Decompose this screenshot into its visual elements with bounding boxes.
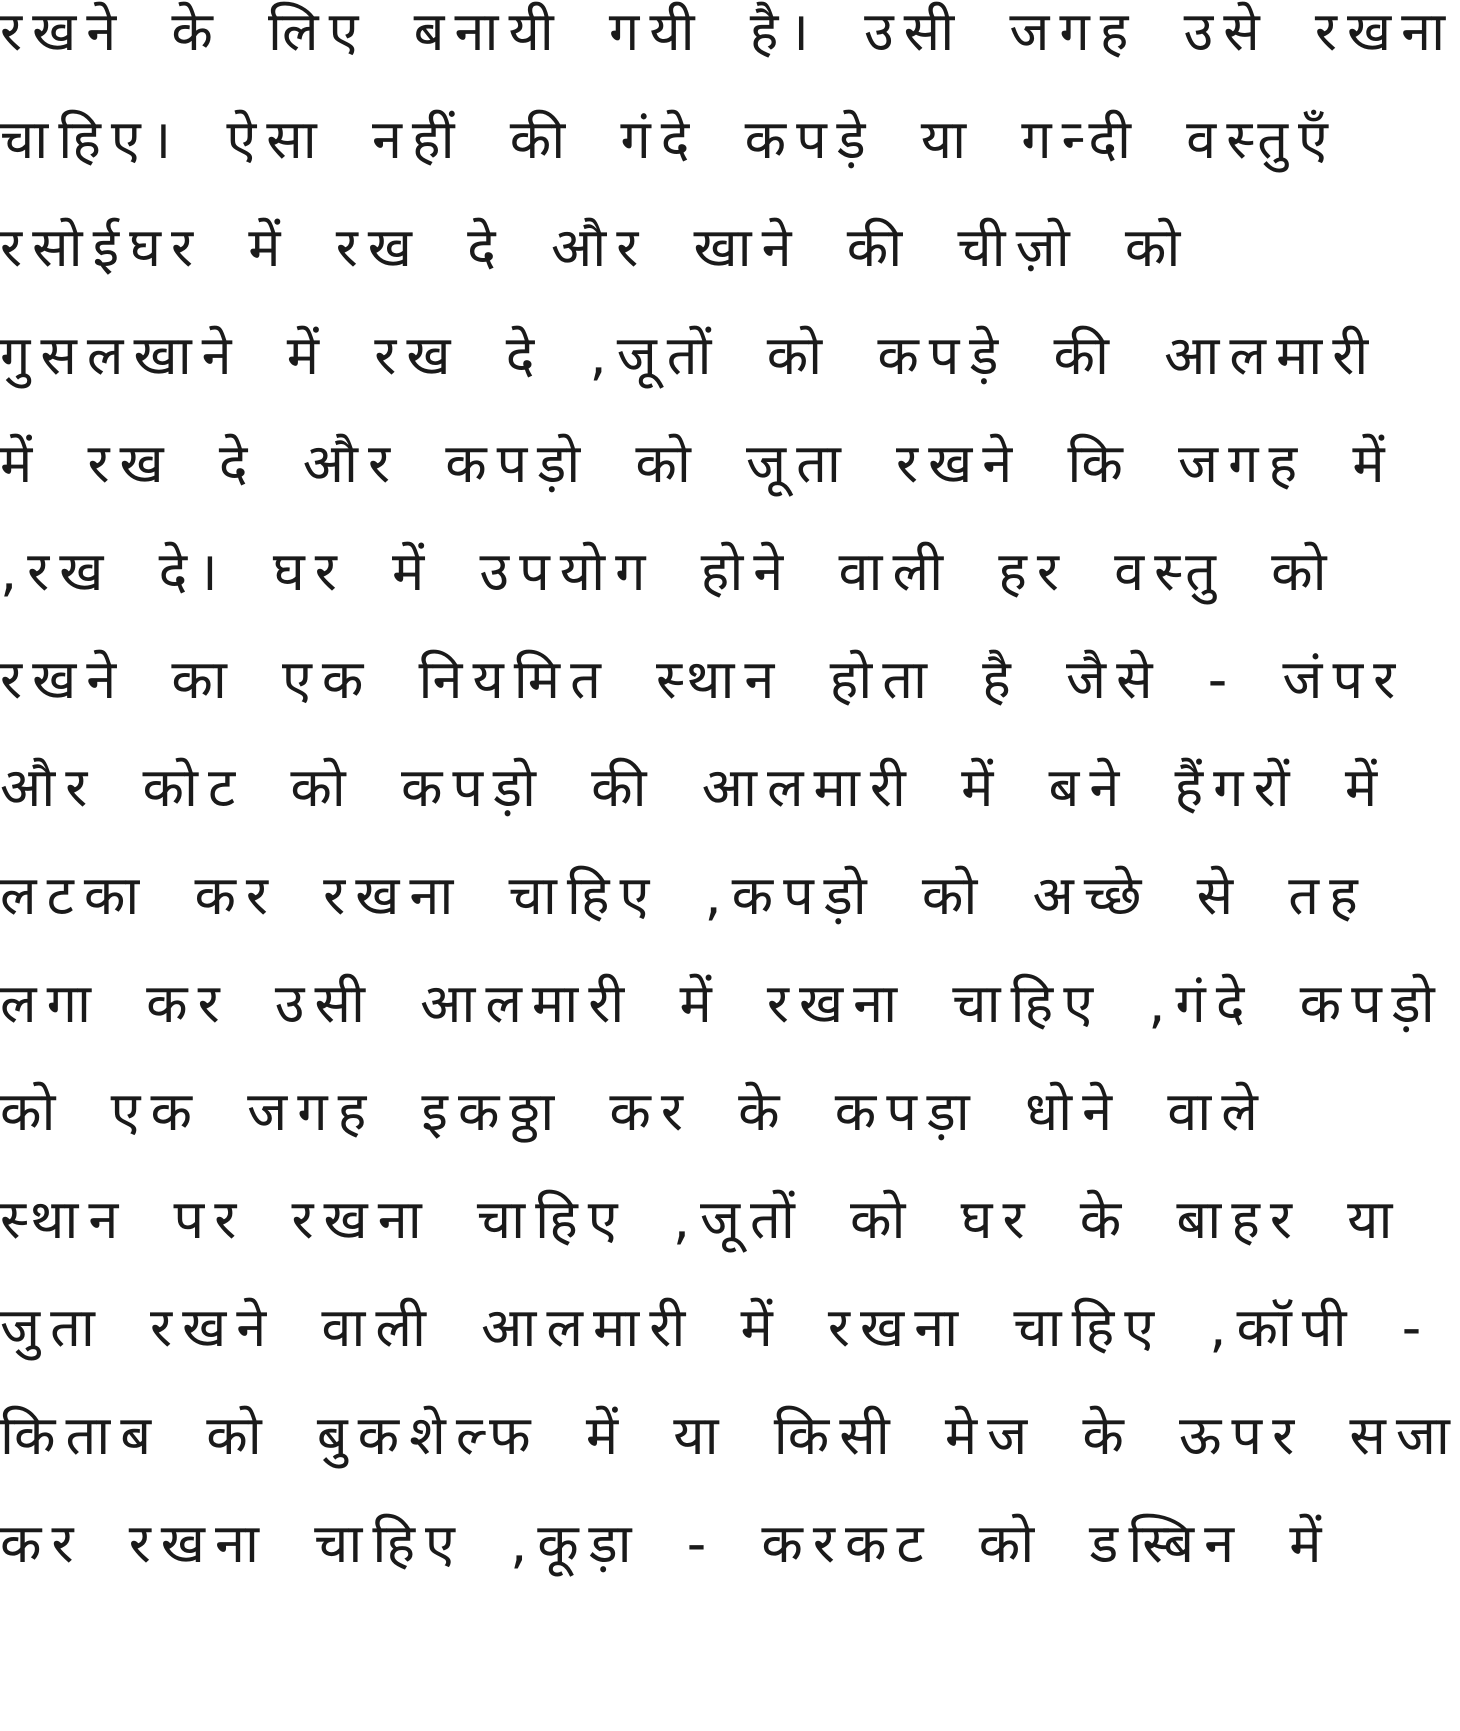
- text-line-2: चाहिए। ऐसा नहीं की गंदे कपड़े या गन्दी वस्तुएँ: [0, 108, 1338, 171]
- text-line-13: जुता रखने वाली आलमारी में रखना चाहिए ,कॉपी -: [0, 1296, 1432, 1359]
- text-line-4: गुसलखाने में रख दे ,जूतों को कपड़े की आलमारी: [0, 324, 1379, 387]
- text-line-15: कर रखना चाहिए ,कूड़ा - करकट को डस्बिन में: [0, 1512, 1332, 1575]
- text-line-12: स्थान पर रखना चाहिए ,जूतों को घर के बाहर या: [0, 1188, 1403, 1251]
- text-line-9: लटका कर रखना चाहिए ,कपड़ो को अच्छे से तह: [0, 864, 1368, 927]
- text-line-14: किताब को बुकशेल्फ में या किसी मेज के ऊपर सजा: [0, 1404, 1460, 1467]
- text-line-6: ,रख दे। घर में उपयोग होने वाली हर वस्तु को: [0, 540, 1337, 603]
- text-line-5: में रख दे और कपड़ो को जूता रखने कि जगह में: [0, 432, 1395, 495]
- text-line-3: रसोईघर में रख दे और खाने की चीज़ो को: [0, 216, 1191, 279]
- text-line-8: और कोट को कपड़ो की आलमारी में बने हैंगरों में: [0, 756, 1388, 819]
- text-line-7: रखने का एक नियमित स्थान होता है जैसे - जंपर: [0, 648, 1406, 711]
- text-line-10: लगा कर उसी आलमारी में रखना चाहिए ,गंदे कपड़ो: [0, 972, 1445, 1035]
- text-line-1: रखने के लिए बनायी गयी है। उसी जगह उसे रखना: [0, 0, 1456, 63]
- text-line-11: को एक जगह इकठ्ठा कर के कपड़ा धोने वाले: [0, 1080, 1268, 1143]
